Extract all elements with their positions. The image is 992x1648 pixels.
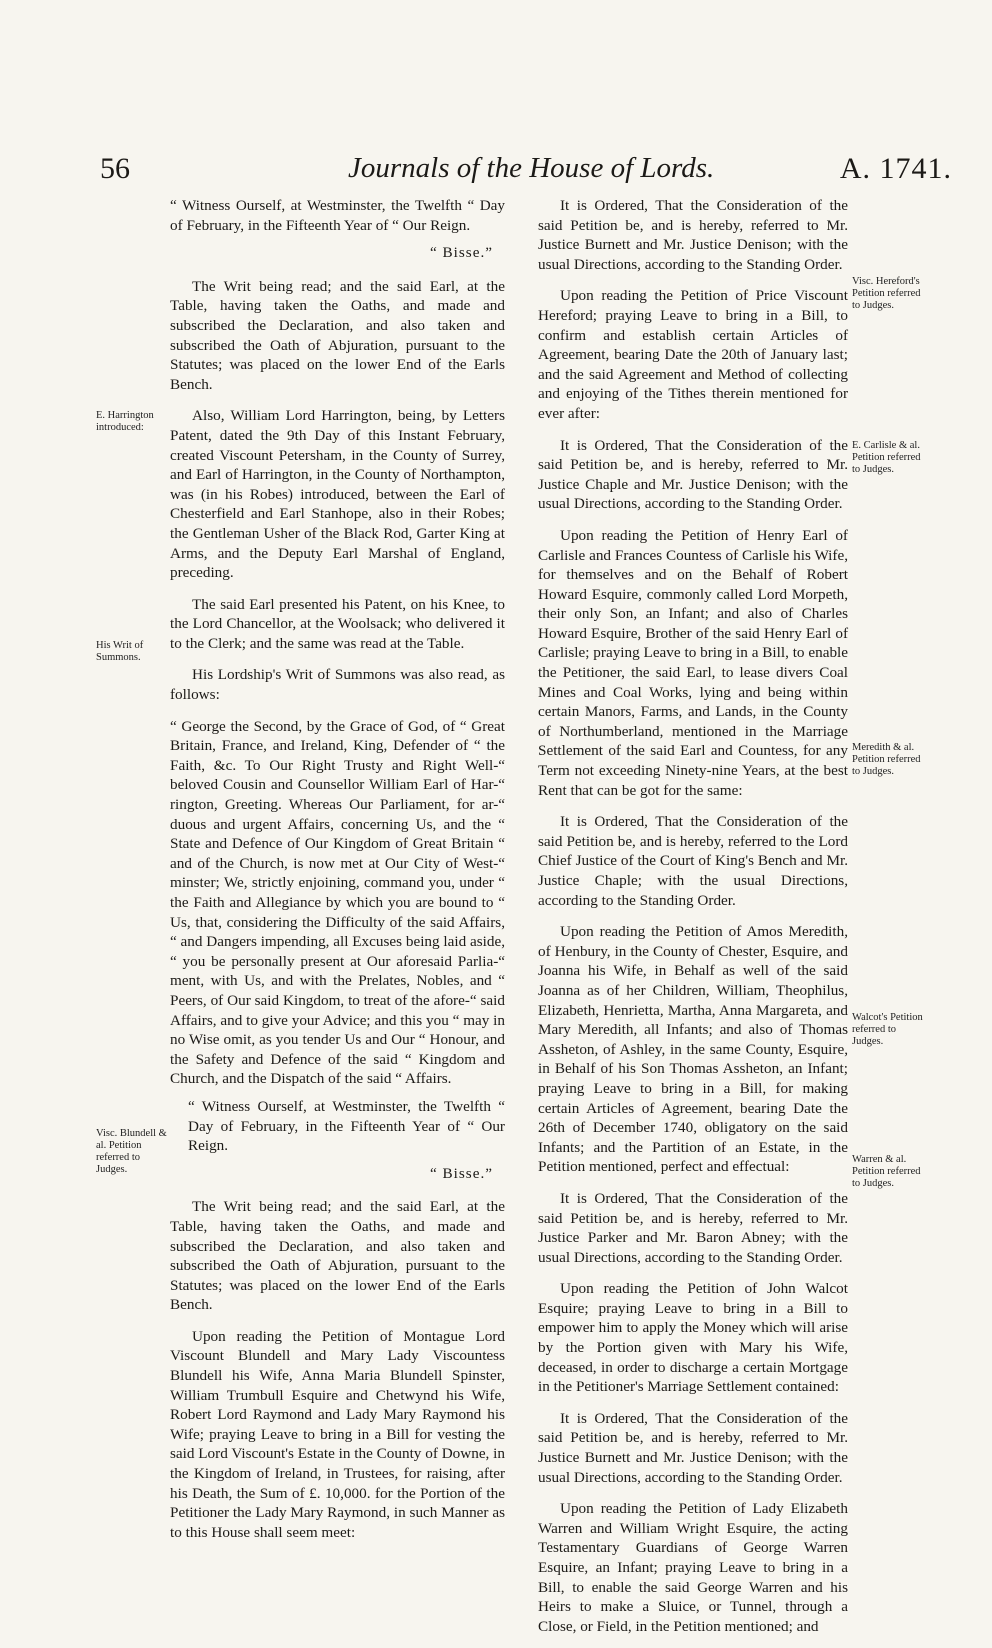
harrington-introduction-paragraph: Also, William Lord Harrington, being, by Letters Patent, dated the 9th Day of this Instant February, created Viscount Petersham, in the County of Surrey, and Earl of Harrington, in the County of Northampton, was (in his Robes) introduced, between the Earl of Chesterfield and Earl Stanhope, also in their Robes; the Gentleman Usher of the Black Rod, Garter King at Arms, and the Deputy Earl Marshal of England, preceding. [170, 407, 505, 582]
order-paragraph-carlisle: It is Ordered, That the Consideration of the said Petition be, and is hereby, referred to the Lord Chief Justice of the Court of King's Bench and Mr. Justice Chaple; with the usual Directions, according to the Standing Order. [538, 813, 848, 909]
order-paragraph-hereford: It is Ordered, That the Consideration of the said Petition be, and is hereby, referred to Mr. Justice Chaple and Mr. Justice Denison; with the usual Directions, according to the Standing Order. [538, 436, 848, 513]
left-column [170, 196, 505, 1554]
carlisle-petition-paragraph: Upon reading the Petition of Henry Earl of Carlisle and Frances Countess of Carlisle his Wife, for themselves and on the Behalf of Robert Howard Esquire, commonly called Lord Morpeth, their only Son, an Infant; and also of Charles Howard Esquire, Brother of the said Henry Earl of Carlisle; praying Leave to bring in a Bill, to enable the Petitioner, the said Earl, to lease divers Coal Mines and Coal Works, lying and being within certain Manors, Farms, and Lands, in the County of Northumberland, mentioned in the Marriage Settlement of the said Earl and Countess, for any Term not exceeding Ninety-nine Years, at the best Rent that can be got for the same: [538, 526, 848, 799]
margin-note-harrington: E. Harrington introduced: [96, 410, 154, 433]
running-title: Journals of the House of Lords. [348, 152, 715, 184]
margin-note-writ: His Writ of Summons. [96, 640, 144, 663]
margin-note-blundell: Visc. Blundell & al. Petition referred to Judges. [96, 1128, 167, 1175]
margin-note-warren: Warren & al. Petition referred to Judges. [852, 1154, 921, 1189]
hereford-petition-paragraph: Upon reading the Petition of Price Viscount Hereford; praying Leave to bring in a Bill, to confirm and establish certain Articles of Agreement, bearing Date the 20th of January last; and the said Agreement and Method of collecting and enjoying of the Tithes therein mentioned for ever after: [538, 287, 848, 422]
margin-note-hereford: Visc. Hereford's Petition referred to Judges. [852, 276, 921, 311]
writ-of-summons-text: “ George the Second, by the Grace of God, of “ Great Britain, France, and Ireland, King, Defender of “ the Faith, &c. To Our Right Trusty and Right Well-“ beloved Cousin and Counsellor William Earl of Har-“ rington, Greeting. Whereas Our Parliament, for ar-“ duous and urgent Affairs, concerning Us, and the “ State and Defence of Our Kingdom of Great Britain “ and of the Church, is now met at Our City of West-“ minster; We, strictly enjoining, command you, under “ the Faith and Allegiance by which you are bound to “ Us, that, considering the Difficulty of the said Affairs, “ and Dangers impending, all Excuses being laid aside, “ you be personally present at Our aforesaid Parlia-“ ment, with Us, and with the Prelates, Nobles, and “ Peers, of Our said Kingdom, to treat of the afore-“ said Affairs, and to give your Advice; and this you “ may in no Wise omit, as you tender Us and Our “ Honour, and the Safety and Defence of the said “ Kingdom and Church, and the Dispatch of the said “ Affairs. [170, 717, 505, 1088]
header-year: A. 1741. [839, 152, 952, 185]
writ-read-paragraph-2: The Writ being read; and the said Earl, at the Table, having taken the Oaths, and made and subscribed the Declaration, and also taken and subscribed the Oath of Abjuration, pursuant to the Statutes; was placed on the lower End of the Earls Bench. [170, 1198, 505, 1314]
warren-petition-paragraph: Upon reading the Petition of Lady Elizabeth Warren and William Wright Esquire, the acting Testamentary Guardians of George Warren Esquire, an Infant; praying Leave to bring in a Bill, to enable the said George Warren and his Heirs to make a Sluice, or Tunnel, through a Close, or Field, in the Petition mentioned; and [538, 1500, 848, 1635]
margin-note-walcot: Walcot's Petition referred to Judges. [852, 1012, 923, 1047]
page-header [0, 152, 992, 192]
order-paragraph-meredith: It is Ordered, That the Consideration of the said Petition be, and is hereby, referred to Mr. Justice Parker and Mr. Baron Abney; with the usual Directions, according to the Standing Order. [538, 1189, 848, 1266]
signature-bisse-2: “ Bisse.” [430, 1164, 493, 1182]
margin-note-carlisle: E. Carlisle & al. Petition referred to Judges. [852, 440, 921, 475]
right-column [538, 196, 848, 1648]
order-paragraph-walcot: It is Ordered, That the Consideration of the said Petition be, and is hereby, referred to Mr. Justice Burnett and Mr. Justice Denison; with the usual Directions, according to the Standing Order. [538, 1409, 848, 1486]
patent-presented-paragraph: The said Earl presented his Patent, on his Knee, to the Lord Chancellor, at the Woolsack; who delivered it to the Clerk; and the same was read at the Table. [170, 595, 505, 652]
page-number: 56 [100, 152, 130, 185]
margin-note-meredith: Meredith & al. Petition referred to Judges. [852, 742, 921, 777]
meredith-petition-paragraph: Upon reading the Petition of Amos Meredith, of Henbury, in the County of Chester, Esquire, and Joanna his Wife, in Behalf as well of the said Joanna as of her Children, William, Theophilus, Elizabeth, Henrietta, Martha, Anna Margareta, and Mary Meredith, all Infants; and also of Thomas Assheton, of Ashley, in the same County, Esquire, in Behalf of his Son Thomas Assheton, an Infant; praying Leave to bring in a Bill, for making certain Articles of Agreement, bearing Date the 26th of December 1740, obligatory on the said Infants; and the Partition of an Estate, in the Petition mentioned, perfect and effectual: [538, 923, 848, 1176]
order-paragraph-blundell: It is Ordered, That the Consideration of the said Petition be, and is hereby, referred to Mr. Justice Burnett and Mr. Justice Denison; with the usual Directions, according to the Standing Order. [538, 197, 848, 273]
signature-bisse-1: “ Bisse.” [430, 244, 493, 262]
walcot-petition-paragraph: Upon reading the Petition of John Walcot Esquire; praying Leave to bring in a Bill to empower him to apply the Money which will arise by the Portion given with Mary his Wife, deceased, in order to discharge a certain Mortgage in the Petitioner's Marriage Settlement contained: [538, 1280, 848, 1396]
writ-of-summons-intro: His Lordship's Writ of Summons was also read, as follows: [170, 666, 505, 704]
witness-clause-2: “ Witness Ourself, at Westminster, the Twelfth “ Day of February, in the Fifteenth Year of “ Our Reign. [188, 1097, 505, 1155]
blundell-petition-paragraph: Upon reading the Petition of Montague Lord Viscount Blundell and Mary Lady Viscountess Blundell his Wife, Anna Maria Blundell Spinster, William Trumbull Esquire and Chetwynd his Wife, Robert Lord Raymond and Lady Mary Raymond his Wife; praying Leave to bring in a Bill for vesting the said Lord Viscount's Estate in the County of Downe, in the Kingdom of Ireland, in Trustees, for raising, after his Death, the Sum of £. 10,000. for the Portion of the Petitioner the Lady Mary Raymond, in such Manner as to this House shall seem meet: [170, 1327, 505, 1541]
witness-clause-1: “ Witness Ourself, at Westminster, the Twelfth “ Day of February, in the Fifteenth Year of “ Our Reign. [170, 197, 505, 234]
writ-read-paragraph-1: The Writ being read; and the said Earl, at the Table, having taken the Oaths, and made and subscribed the Declaration, and also taken and subscribed the Oath of Abjuration, pursuant to the Statutes; was placed on the lower End of the Earls Bench. [170, 277, 505, 393]
